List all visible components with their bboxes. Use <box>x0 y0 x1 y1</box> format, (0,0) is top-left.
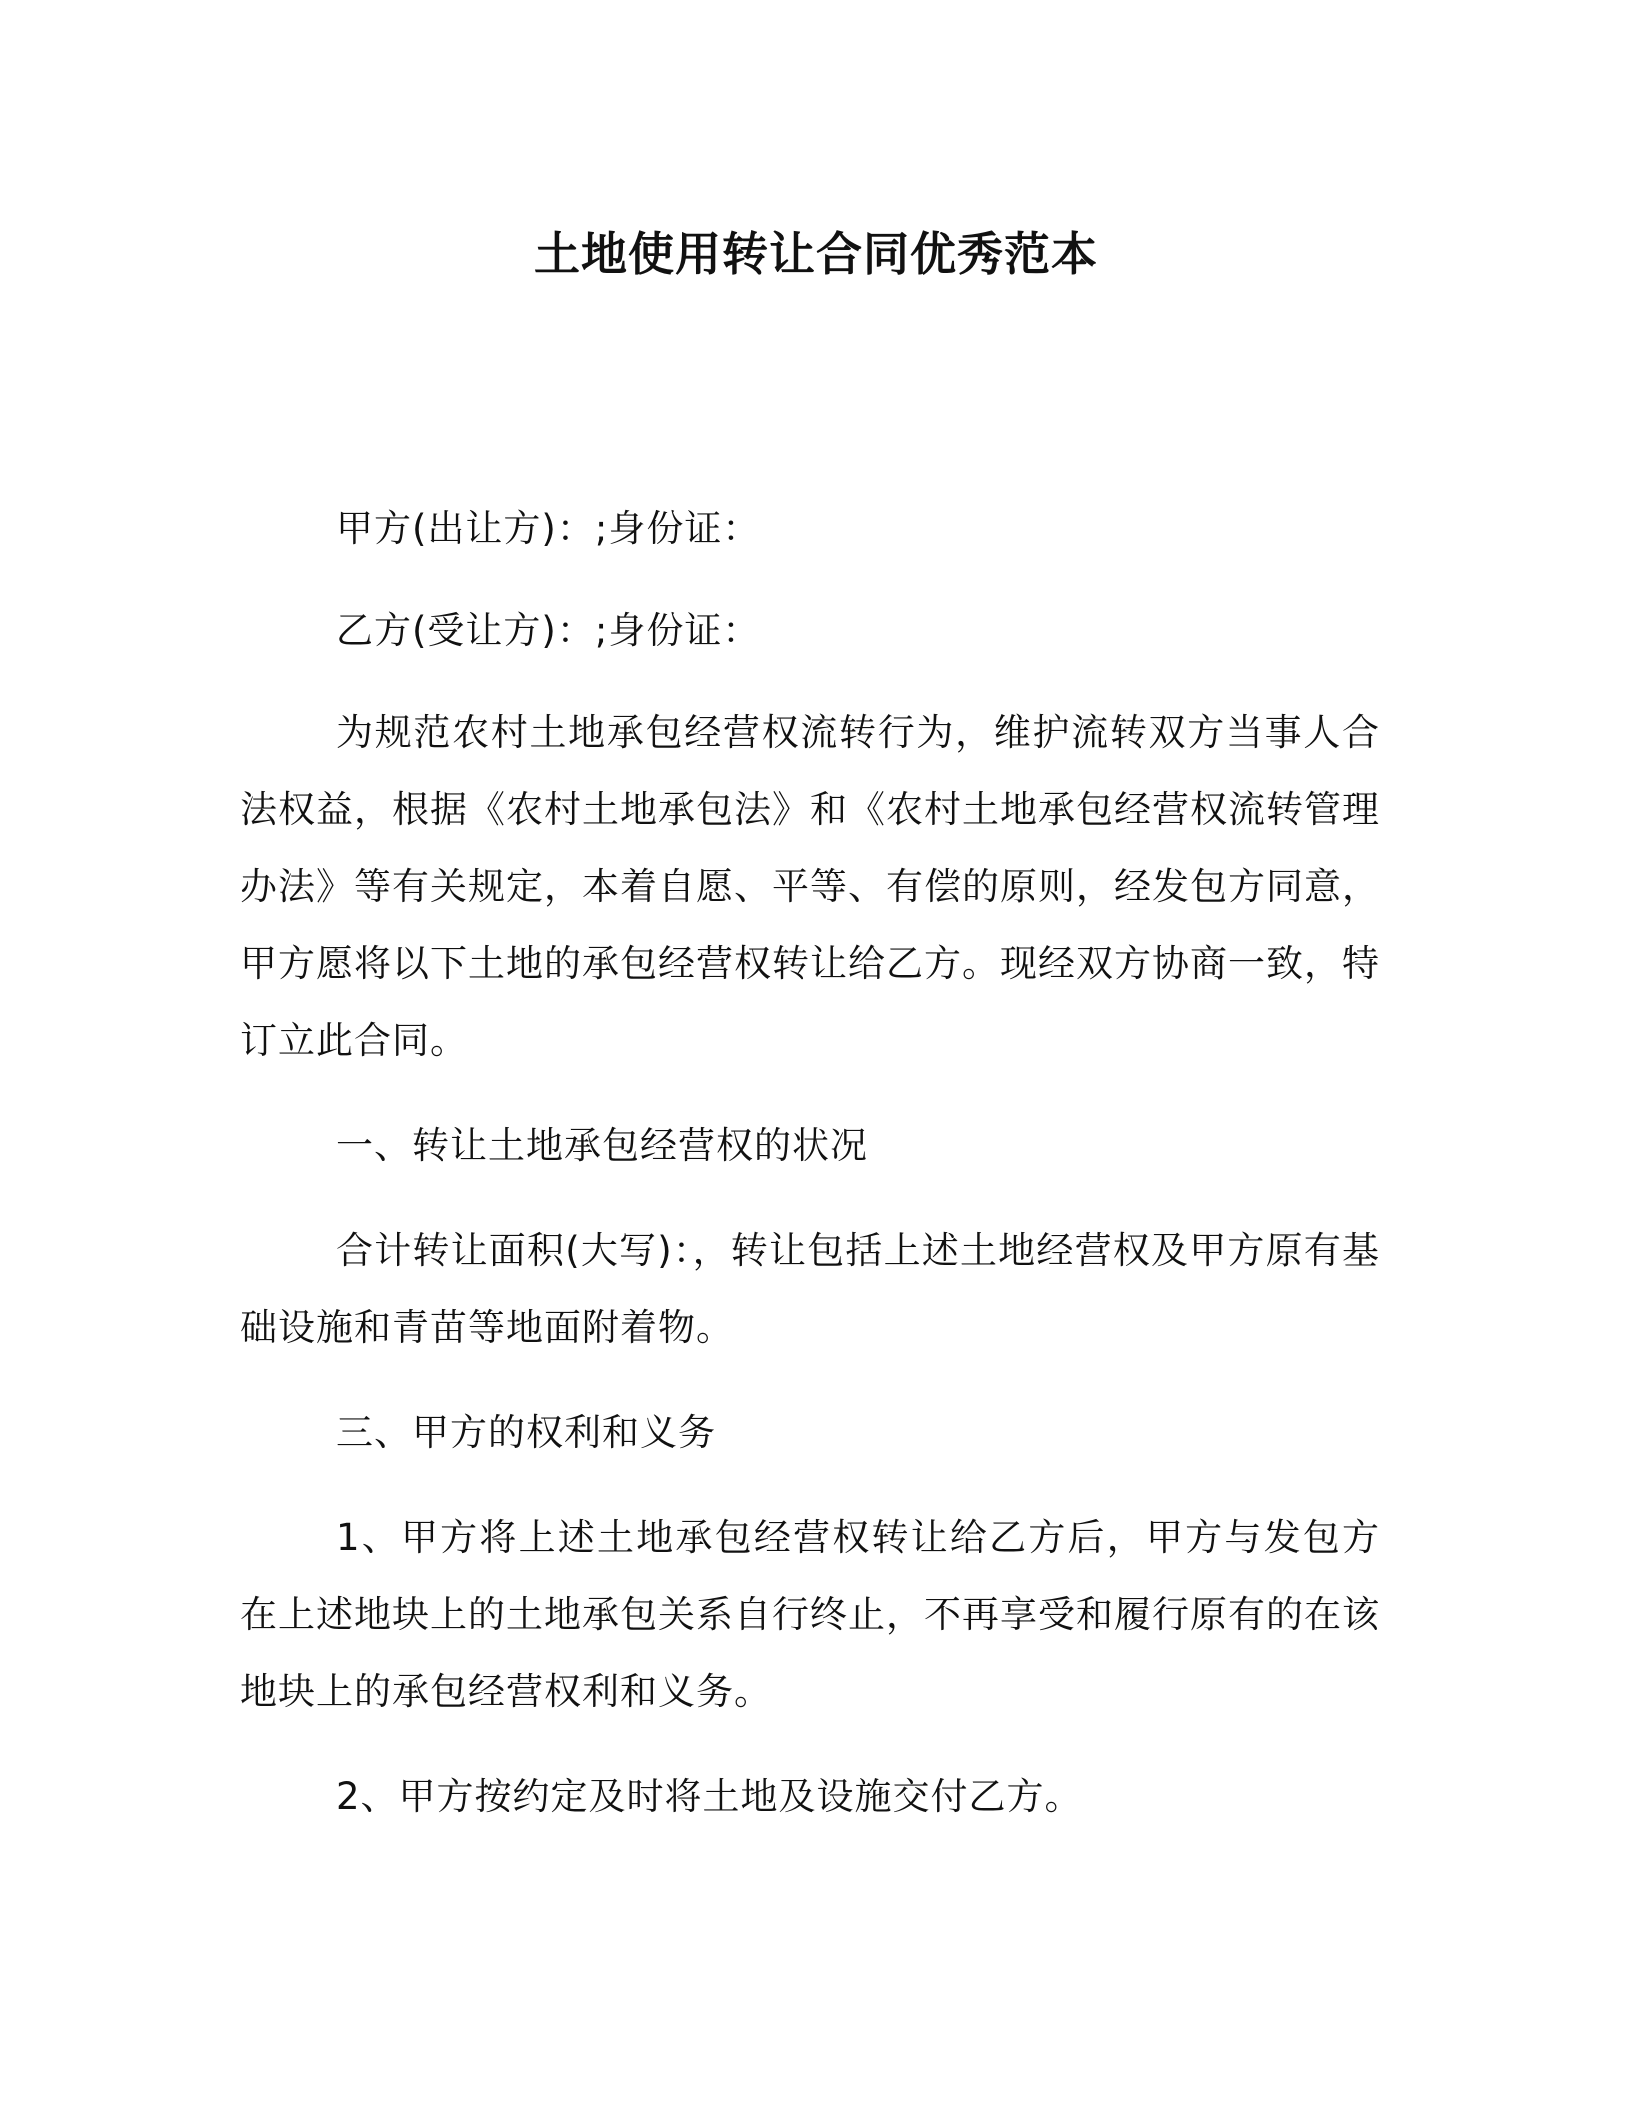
section-heading-1: 一、转让土地承包经营权的状况 <box>336 1124 868 1167</box>
document-title: 土地使用转让合同优秀范本 <box>534 227 1098 281</box>
section-heading-3: 三、甲方的权利和义务 <box>336 1411 716 1454</box>
document-body <box>240 490 1380 1835</box>
transfer-area-paragraph: 合计转让面积(大写)：，转让包括上述土地经营权及甲方原有基础设施和青苗等地面附着物。 <box>240 1229 1380 1349</box>
preamble-paragraph: 为规范农村土地承包经营权流转行为，维护流转双方当事人合法权益，根据《农村土地承包法》和《农村土地承包经营权流转管理办法》等有关规定，本着自愿、平等、有偿的原则，经发包方同意，甲方愿将以下土地的承包经营权转让给乙方。现经双方协商一致，特订立此合同。 <box>240 711 1380 1062</box>
party-b-line: 乙方(受让方)：;身份证： <box>336 609 761 652</box>
clause-3-2: 2、甲方按约定及时将土地及设施交付乙方。 <box>336 1775 1083 1818</box>
clause-3-1: 1、甲方将上述土地承包经营权转让给乙方后，甲方与发包方在上述地块上的土地承包关系自行终止，不再享受和履行原有的在该地块上的承包经营权利和义务。 <box>240 1516 1380 1713</box>
party-a-line: 甲方(出让方)：;身份证： <box>336 507 761 550</box>
